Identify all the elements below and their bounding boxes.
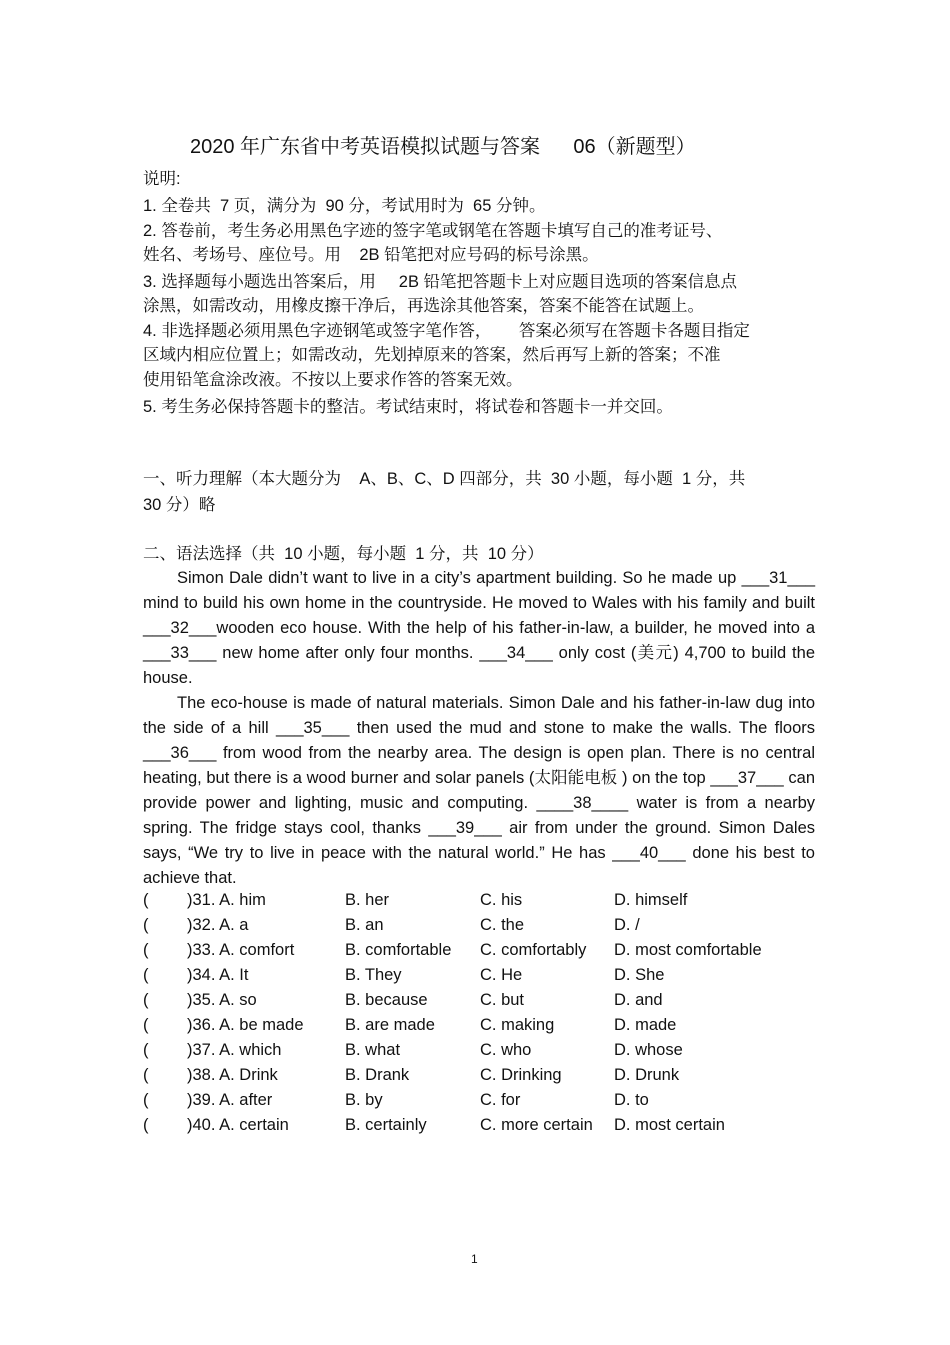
question-row [143,991,803,1016]
question-number: )36. A. be made [187,1016,304,1034]
option-b: B. what [345,1041,401,1059]
question-row [143,1041,803,1066]
option-d: D. / [614,916,640,934]
option-c: C. more certain [480,1116,593,1134]
instruction-line: 4. 非选择题必须用黑色字迹钢笔或签字笔作答， 答案必须写在答题卡各题目指定 [143,322,750,340]
answer-paren: ( [143,916,149,934]
section1-line: 30 分）略 [143,496,216,514]
question-number: )40. A. certain [187,1116,289,1134]
answer-paren: ( [143,1066,149,1084]
answer-paren: ( [143,966,149,984]
option-d: D. made [614,1016,677,1034]
option-c: C. his [480,891,523,909]
option-c: C. who [480,1041,532,1059]
option-b: B. Drank [345,1066,410,1084]
option-c: C. for [480,1091,521,1109]
question-row [143,1091,803,1116]
option-c: C. making [480,1016,555,1034]
option-b: B. because [345,991,428,1009]
instruction-line: 姓名、考场号、座位号。用 2B 铅笔把对应号码的标号涂黑。 [143,246,599,264]
instruction-line: 区域内相应位置上；如需改动，先划掉原来的答案，然后再写上新的答案；不准 [143,346,721,364]
option-c: C. Drinking [480,1066,562,1084]
option-d: D. to [614,1091,649,1109]
option-d: D. Drunk [614,1066,680,1084]
instruction-line: 使用铅笔盒涂改液。不按以上要求作答的答案无效。 [143,371,523,389]
option-b: B. are made [345,1016,435,1034]
section1-line: 一、听力理解（本大题分为 A、B、C、D 四部分，共 30 小题，每小题 1 分，共 [143,470,746,488]
passage-paragraph-2: The eco-house is made of natural materials. Simon Dale and his father-in-law dug into the side of a hill ___35___ then used the mud and stone to make the walls. The floors ___36___ from wood from the nearby area. The design is open plan. There is no central heating, but there is a wood burner and solar panels (太阳能电板 ) on the top ___37___ can provide power and lighting, music and computing. ____38____ water is from a nearby spring. The fridge stays cool, thanks ___39___ air from under the ground. Simon Dales says, “We try to live in peace with the natural world.” He has ___40___ done his best to achieve that. [143,694,815,887]
question-number: )37. A. which [187,1041,282,1059]
option-c: C. the [480,916,525,934]
question-row [143,916,803,941]
instruction-line: 3. 选择题每小题选出答案后，用 2B 铅笔把答题卡上对应题目选项的答案信息点 [143,273,738,291]
answer-paren: ( [143,1116,149,1134]
option-d: D. She [614,966,665,984]
instruction-line: 1. 全卷共 7 页，满分为 90 分，考试用时为 65 分钟。 [143,197,546,215]
option-d: D. most comfortable [614,941,762,959]
question-row [143,1116,803,1141]
question-row [143,1016,803,1041]
answer-paren: ( [143,1016,149,1034]
option-b: B. certainly [345,1116,427,1134]
question-row [143,941,803,966]
option-b: B. They [345,966,402,984]
instructions-heading: 说明: [143,170,181,188]
page-number: 1 [471,1252,478,1266]
question-number: )39. A. after [187,1091,273,1109]
instruction-line: 2. 答卷前，考生务必用黑色字迹的签字笔或钢笔在答题卡填写自己的准考证号、 [143,222,723,240]
question-number: )33. A. comfort [187,941,295,959]
instruction-line: 涂黑，如需改动，用橡皮擦干净后，再选涂其他答案，答案不能答在试题上。 [143,297,704,315]
question-number: )34. A. It [187,966,249,984]
question-row [143,1066,803,1091]
option-d: D. and [614,991,663,1009]
option-d: D. whose [614,1041,683,1059]
passage-paragraph-1: Simon Dale didn’t want to live in a city’s apartment building. So he made up ___31___ mind to build his own home in the countryside. He moved to Wales with his family and built ___32___wooden eco house. With the help of his father-in-law, a builder, he moved into a ___33___ new home after only four months. ___34___ only cost (美元) 4,700 to build the house. [143,569,815,687]
question-row [143,891,803,916]
option-b: B. by [345,1091,383,1109]
option-c: C. He [480,966,523,984]
option-d: D. most certain [614,1116,725,1134]
option-c: C. comfortably [480,941,587,959]
option-b: B. an [345,916,384,934]
passage [143,566,815,891]
option-d: D. himself [614,891,688,909]
answer-paren: ( [143,891,149,909]
answer-paren: ( [143,1041,149,1059]
question-number: )35. A. so [187,991,257,1009]
section2-heading: 二、语法选择（共 10 小题，每小题 1 分，共 10 分） [143,545,544,563]
question-row [143,966,803,991]
option-b: B. her [345,891,390,909]
option-b: B. comfortable [345,941,452,959]
answer-paren: ( [143,941,149,959]
answer-paren: ( [143,1091,149,1109]
question-number: )38. A. Drink [187,1066,278,1084]
question-number: )32. A. a [187,916,249,934]
instruction-line: 5. 考生务必保持答题卡的整洁。考试结束时，将试卷和答题卡一并交回。 [143,398,673,416]
page-title: 2020 年广东省中考英语模拟试题与答案 06（新题型） [190,136,696,158]
answer-paren: ( [143,991,149,1009]
option-c: C. but [480,991,525,1009]
question-number: )31. A. him [187,891,266,909]
